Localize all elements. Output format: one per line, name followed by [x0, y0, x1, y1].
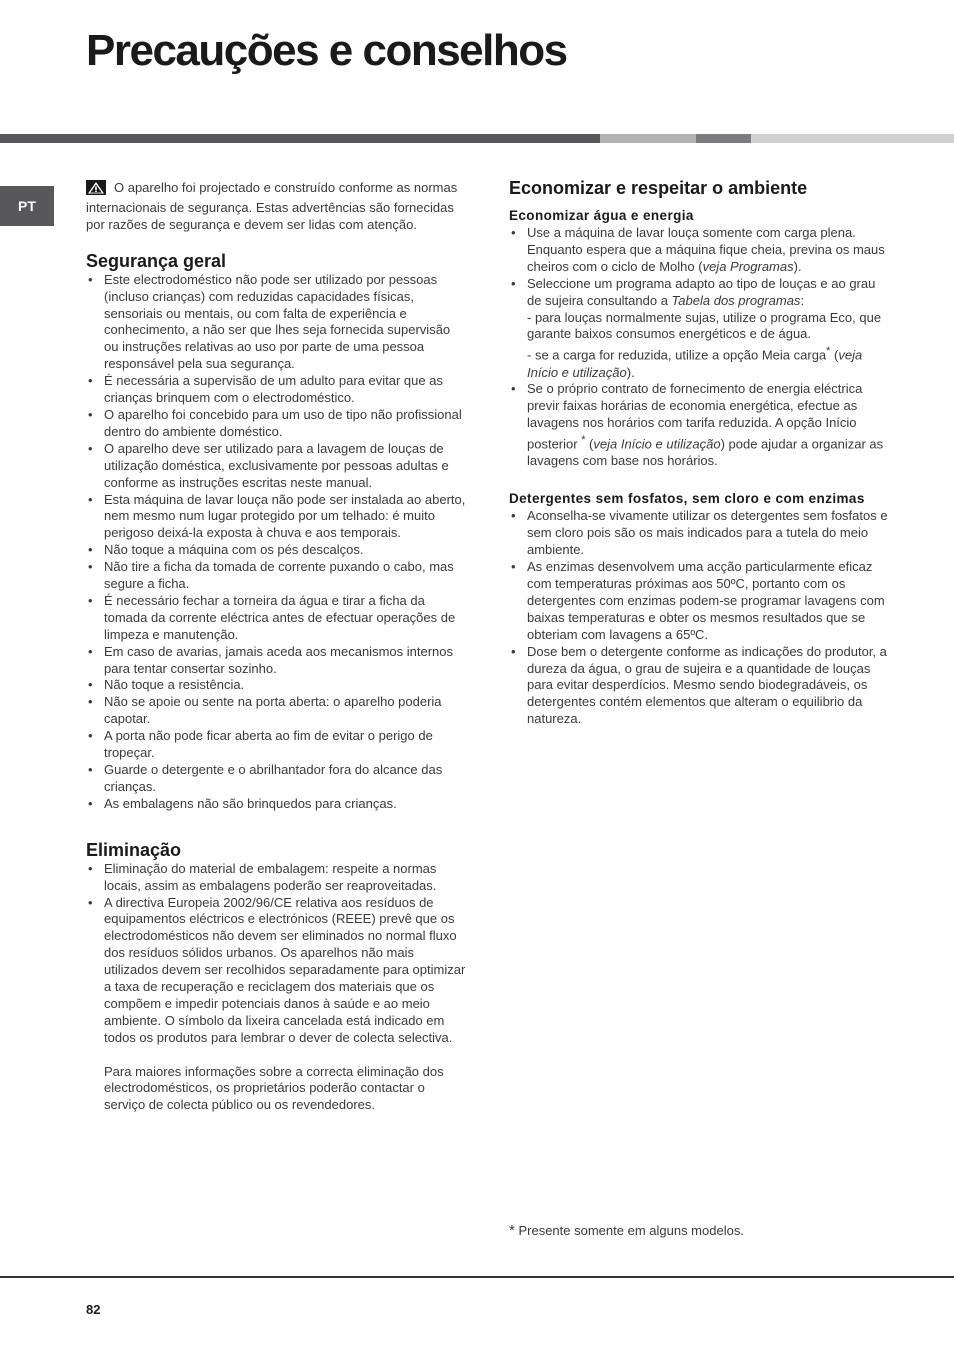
list-item: • Em caso de avarias, jamais aceda aos mecanismos internos para tentar consertar sozinho.	[86, 644, 466, 678]
agua-energia-list	[509, 225, 891, 470]
list-item: • Use a máquina de lavar louça somente com carga plena. Enquanto espera que a máquina fique cheia, previna os maus cheiros com o ciclo de Molho (veja Programas).	[509, 225, 891, 276]
page-title: Precauções e conselhos	[86, 26, 567, 75]
cross-reference: veja Programas	[702, 258, 794, 274]
list-item: • Se o próprio contrato de fornecimento de energia eléctrica previr faixas horárias de economia energética, efectue as lavagens nos horários com tarifa reduzida. A opção Início posterior * (veja Início e utilização) pode ajudar a organizar as lavagens com base nos horários.	[509, 381, 891, 470]
section-heading-economizar: Economizar e respeitar o ambiente	[509, 178, 808, 198]
list-item: • Eliminação do material de embalagem: respeite a normas locais, assim as embalagens poderão ser reaproveitadas.	[86, 861, 466, 895]
list-item: • Este electrodoméstico não pode ser utilizado por pessoas (incluso crianças) com reduzidas capacidades físicas, sensoriais ou mentais, ou com falta de experiência e conhecimento, a não ser que lhes seja fornecida supervisão ou instruções relativas ao uso por parte de uma pessoa responsável pela sua segurança.	[86, 272, 466, 373]
eliminacao-list	[86, 861, 466, 1115]
section-heading-eliminacao: Eliminação	[86, 839, 182, 860]
header-band-light	[600, 134, 696, 143]
list-item: • Esta máquina de lavar louça não pode ser instalada ao aberto, nem mesmo num lugar protegido por um telhado: é muito perigoso deixá-la exposta à chuva e aos temporais.	[86, 492, 466, 543]
cross-reference: veja Início e utilização	[593, 436, 721, 452]
list-item: • Não tire a ficha da tomada de corrente puxando o cabo, mas segure a ficha.	[86, 559, 466, 593]
list-item: • Seleccione um programa adapto ao tipo de louças e ao grau de sujeira consultando a Tabela dos programas: - para louças normalmente sujas, utilize o programa Eco, que garante baixos consumos energéticos e de água. - se a carga for reduzida, utilize a opção Meia carga* (veja Início e utilização).	[509, 276, 891, 382]
footnote-marker: *	[826, 345, 831, 358]
intro-text: O aparelho foi projectado e construído conforme as normas internacionais de segurança. Estas advertências são fornecidas por razões de segurança e devem ser lidas com atenção.	[86, 180, 458, 232]
left-column	[86, 180, 466, 1114]
more-info-text: Para maiores informações sobre a correcta eliminação dos electrodomésticos, os proprietários poderão contactar o serviço de colecta público ou os revendedores.	[104, 1063, 444, 1113]
list-item: • Guarde o detergente e o abrilhantador fora do alcance das crianças.	[86, 762, 466, 796]
intro-paragraph	[86, 180, 466, 234]
warning-triangle-icon	[86, 180, 106, 200]
footnote	[509, 1222, 744, 1239]
eco-program-line: - para louças normalmente sujas, utilize o programa Eco, que garante baixos consumos energéticos e de água.	[527, 309, 882, 342]
list-item: • Aconselha-se vivamente utilizar os detergentes sem fosfatos e sem cloro pois são os mais indicados para a tutela do meio ambiente.	[509, 508, 891, 559]
seguranca-list	[86, 272, 466, 813]
cross-reference: Tabela dos programas	[671, 292, 801, 308]
list-item: • O aparelho deve ser utilizado para a lavagem de louças de utilização doméstica, exclusivamente por pessoas adultas e conforme as instruções escritas neste manual.	[86, 441, 466, 492]
subheading-detergentes: Detergentes sem fosfatos, sem cloro e com enzimas	[509, 491, 865, 507]
footnote-star: *	[509, 1222, 515, 1239]
right-column	[509, 177, 891, 728]
list-item: • O aparelho foi concebido para um uso de tipo não profissional dentro do ambiente doméstico.	[86, 407, 466, 441]
footnote-marker: *	[581, 434, 586, 447]
language-tab: PT	[0, 186, 54, 226]
page-number: 82	[86, 1302, 101, 1317]
list-item: • É necessário fechar a torneira da água e tirar a ficha da tomada da corrente eléctrica antes de efectuar operações de limpeza e manutenção.	[86, 593, 466, 644]
list-item: • Dose bem o detergente conforme as indicações do produtor, a dureza da água, o grau de sujeira e a quantidade de louças para evitar desperdícios. Mesmo sendo biodegradáveis, os detergentes contém elementos que alteram o equilibrio da natureza.	[509, 644, 891, 729]
bottom-rule	[0, 1276, 954, 1278]
list-item: • As embalagens não são brinquedos para crianças.	[86, 796, 466, 813]
list-item	[86, 895, 466, 1115]
directive-text: • A directiva Europeia 2002/96/CE relativa aos resíduos de equipamentos eléctricos e electrónicos (REEE) prevê que os electrodomésticos não devem ser eliminados no normal fluxo dos resíduos sólidos urbanos. Os aparelhos não mais utilizados devem ser recolhidos separadamente para optimizar a taxa de recuperação e reciclagem dos materiais que os compõem e impedir potenciais danos à saúde e ao meio ambiente. O símbolo da lixeira cancelada está indicado em todos os produtos para lembrar o dever de colecta selectiva.	[104, 894, 466, 1045]
header-band-pale	[751, 134, 954, 143]
list-item: • A porta não pode ficar aberta ao fim de evitar o perigo de tropeçar.	[86, 728, 466, 762]
list-item: • Não toque a resistência.	[86, 677, 466, 694]
list-item: • Não toque a máquina com os pés descalços.	[86, 542, 466, 559]
section-heading-seguranca: Segurança geral	[86, 250, 227, 271]
list-item: • As enzimas desenvolvem uma acção particularmente eficaz com temperaturas próximas aos 50ºC, portanto com os detergentes com enzimas podem-se programar lavagens com baixas temperaturas e obter os mesmos resultados que se obteriam com lavagens a 65ºC.	[509, 559, 891, 644]
cross-reference: veja Início e utilização	[527, 347, 863, 380]
list-item: • É necessária a supervisão de um adulto para evitar que as crianças brinquem com o electrodoméstico.	[86, 373, 466, 407]
subheading-agua-energia: Economizar água e energia	[509, 208, 694, 223]
header-band-mid	[696, 134, 751, 143]
list-item: • Não se apoie ou sente na porta aberta: o aparelho poderia capotar.	[86, 694, 466, 728]
detergentes-list	[509, 508, 891, 728]
header-band-dark	[0, 134, 600, 143]
footnote-text: Presente somente em alguns modelos.	[518, 1223, 744, 1238]
half-load-line: - se a carga for reduzida, utilize a opção Meia carga* (veja Início e utilização).	[527, 345, 863, 380]
